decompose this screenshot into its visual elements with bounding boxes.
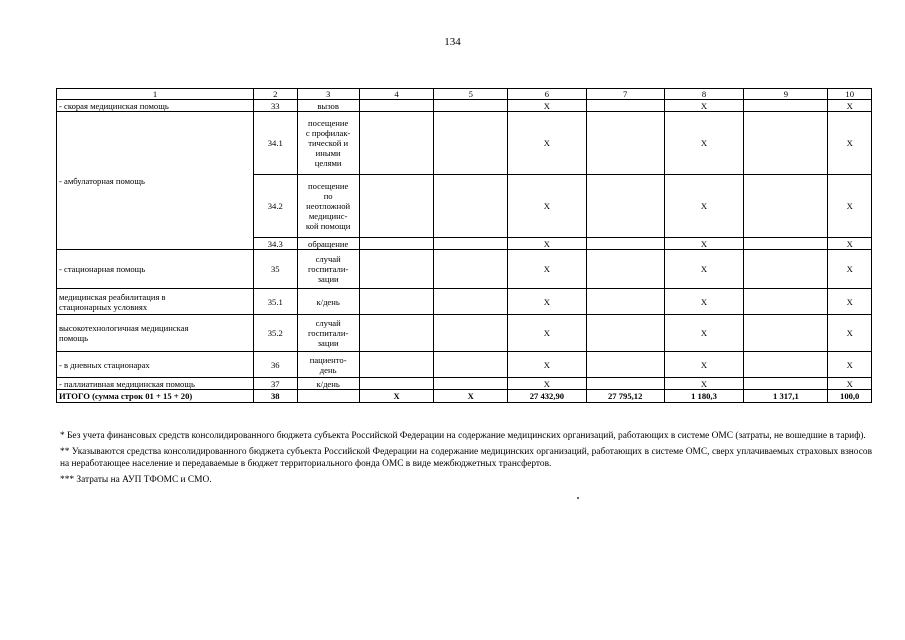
unit-line: случай (315, 318, 341, 328)
cell-empty (586, 112, 664, 175)
name-line: помощь (59, 333, 89, 343)
cell-empty (359, 250, 434, 289)
row-code: 37 (254, 378, 298, 390)
unit-line: иными (315, 148, 341, 158)
row-code: 35 (254, 250, 298, 289)
unit-line: зации (317, 274, 339, 284)
header-cell: 3 (297, 89, 359, 100)
cell-x: Х (828, 352, 872, 378)
unit-line: кой помощи (305, 221, 351, 231)
cell-x: Х (664, 175, 744, 238)
unit-line: целями (314, 158, 342, 168)
footnotes (60, 430, 872, 490)
table-row (57, 100, 872, 112)
cell-x: Х (508, 238, 587, 250)
header-cell: 4 (359, 89, 434, 100)
cell-x: Х (508, 289, 587, 315)
cell-x: Х (828, 100, 872, 112)
cell-x: Х (664, 250, 744, 289)
row-name: - в дневных стационарах (57, 352, 254, 378)
row-code: 34.1 (254, 112, 298, 175)
cell-empty (434, 112, 508, 175)
cell-x: Х (828, 175, 872, 238)
cell-x: Х (508, 112, 587, 175)
cell-empty (586, 378, 664, 390)
cell-empty (744, 352, 828, 378)
cell-x: Х (828, 238, 872, 250)
cell-empty (434, 175, 508, 238)
unit-line: тической и (308, 138, 349, 148)
total-name: ИТОГО (сумма строк 01 + 15 + 20) (57, 390, 254, 403)
table-row (57, 378, 872, 390)
row-name (57, 315, 254, 352)
header-cell: 10 (828, 89, 872, 100)
unit-line: случай (315, 254, 341, 264)
row-name (57, 289, 254, 315)
unit-line: с профилак- (305, 128, 351, 138)
unit-line: госпитали- (307, 328, 349, 338)
row-code: 35.1 (254, 289, 298, 315)
table-row (57, 315, 872, 352)
footnote: * Без учета финансовых средств консолидированного бюджета субъекта Российской Федерации на содержание медицинских организаций, работающих в системе ОМС (затраты, не вошедшие в тариф). (60, 431, 866, 441)
row-code: 36 (254, 352, 298, 378)
cell-x: Х (359, 390, 434, 403)
unit-line: пациенто- (309, 354, 347, 365)
cell-empty (586, 289, 664, 315)
row-unit (297, 315, 359, 352)
cell-empty (586, 238, 664, 250)
row-unit (297, 112, 359, 175)
footnote: *** Затраты на АУП ТФОМС и СМО. (60, 475, 212, 485)
row-unit: обращение (297, 238, 359, 250)
cell-empty (744, 289, 828, 315)
cell-empty (359, 112, 434, 175)
row-unit: вызов (297, 100, 359, 112)
cell-empty (744, 112, 828, 175)
header-row (57, 89, 872, 100)
header-cell: 1 (57, 89, 254, 100)
cell-empty (359, 238, 434, 250)
cell-empty (744, 100, 828, 112)
footnote: ** Указываются средства консолидированного бюджета субъекта Российской Федерации на содержание медицинских организаций, работающих в системе ОМС, сверх уплачиваемых страховых взносов на неработающее население и передаваемые в бюджет территориального фонда ОМС в виде межбюджетных трансфертов. (60, 447, 872, 469)
cell-empty (297, 390, 359, 403)
unit-line: день (319, 364, 337, 375)
cell-x: Х (664, 100, 744, 112)
cell-x: Х (508, 175, 587, 238)
total-value: 1 180,3 (664, 390, 744, 403)
row-code: 34.3 (254, 238, 298, 250)
unit-line: медицинс- (308, 211, 348, 221)
unit-line: посещение (308, 118, 349, 128)
cell-empty (434, 238, 508, 250)
total-value: 100,0 (828, 390, 872, 403)
row-unit (297, 250, 359, 289)
unit-line: неотложной (306, 201, 351, 211)
cell-x: Х (664, 112, 744, 175)
unit-line: госпитали- (307, 264, 349, 274)
unit-line: по (323, 191, 333, 201)
table-row (57, 289, 872, 315)
row-unit (297, 352, 359, 378)
cell-empty (586, 250, 664, 289)
total-value: 27 432,90 (508, 390, 587, 403)
cell-x: Х (828, 112, 872, 175)
header-cell: 2 (254, 89, 298, 100)
cell-x: Х (508, 250, 587, 289)
row-name: - стационарная помощь (57, 250, 254, 289)
cell-x: Х (828, 289, 872, 315)
total-value: 1 317,1 (744, 390, 828, 403)
cell-x: Х (434, 390, 508, 403)
cell-empty (744, 250, 828, 289)
cell-empty (359, 289, 434, 315)
cell-empty (434, 250, 508, 289)
row-unit: к/день (297, 378, 359, 390)
cell-empty (586, 352, 664, 378)
cell-empty (434, 100, 508, 112)
cell-empty (586, 315, 664, 352)
cell-x: Х (828, 250, 872, 289)
header-cell: 5 (434, 89, 508, 100)
table-row (57, 250, 872, 289)
name-line: стационарных условиях (59, 301, 148, 312)
header-cell: 9 (744, 89, 828, 100)
cell-empty (359, 100, 434, 112)
cell-empty (359, 352, 434, 378)
cell-x: Х (828, 378, 872, 390)
cell-x: Х (828, 315, 872, 352)
cell-empty (434, 352, 508, 378)
unit-line: зации (317, 338, 339, 348)
cell-empty (434, 289, 508, 315)
row-code: 34.2 (254, 175, 298, 238)
header-cell: 7 (586, 89, 664, 100)
row-unit: к/день (297, 289, 359, 315)
cell-x: Х (508, 352, 587, 378)
row-code: 33 (254, 100, 298, 112)
cell-empty (744, 378, 828, 390)
cell-empty (744, 315, 828, 352)
cell-x: Х (664, 315, 744, 352)
row-name: - паллиативная медицинская помощь (57, 378, 254, 390)
cell-x: Х (664, 352, 744, 378)
header-cell: 8 (664, 89, 744, 100)
row-name: - скорая медицинская помощь (57, 100, 254, 112)
table-row (57, 352, 872, 378)
name-line: высокотехнологичная медицинская (59, 323, 189, 333)
cell-empty (359, 315, 434, 352)
cell-empty (359, 378, 434, 390)
cell-empty (744, 238, 828, 250)
cell-x: Х (508, 315, 587, 352)
cell-empty (744, 175, 828, 238)
table-row (57, 112, 872, 175)
cell-x: Х (664, 289, 744, 315)
total-value: 27 795,12 (586, 390, 664, 403)
cell-x: Х (664, 238, 744, 250)
cell-empty (586, 100, 664, 112)
name-line: медицинская реабилитация в (59, 291, 166, 302)
cell-empty (359, 175, 434, 238)
page-number: 134 (444, 36, 461, 48)
cell-x: Х (508, 100, 587, 112)
header-cell: 6 (508, 89, 587, 100)
total-code: 38 (254, 390, 298, 403)
row-unit (297, 175, 359, 238)
scan-speck (577, 497, 579, 499)
cell-x: Х (664, 378, 744, 390)
row-name: - амбулаторная помощь (57, 112, 254, 250)
row-code: 35.2 (254, 315, 298, 352)
unit-line: посещение (308, 181, 349, 191)
financing-table (56, 88, 872, 403)
cell-empty (434, 378, 508, 390)
cell-empty (434, 315, 508, 352)
cell-x: Х (508, 378, 587, 390)
cell-empty (586, 175, 664, 238)
total-row (57, 390, 872, 403)
